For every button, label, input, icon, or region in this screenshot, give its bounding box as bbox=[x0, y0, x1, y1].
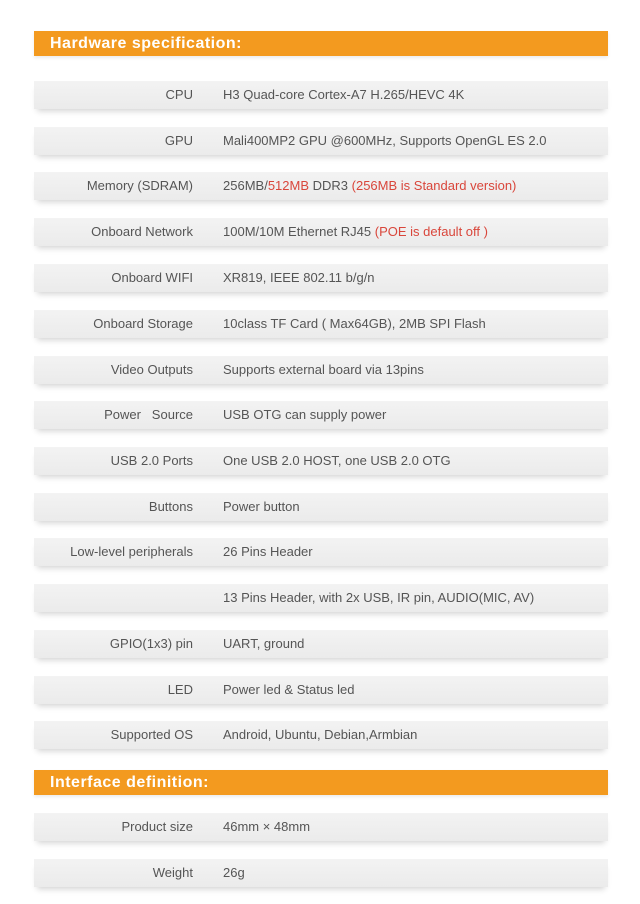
spec-value: 46mm × 48mm bbox=[223, 819, 311, 834]
spec-value: Android, Ubuntu, Debian,Armbian bbox=[223, 727, 418, 742]
spec-value: 26g bbox=[223, 865, 245, 880]
spec-value: XR819, IEEE 802.11 b/g/n bbox=[223, 270, 375, 285]
spec-label: Memory (SDRAM) bbox=[86, 178, 193, 193]
spec-row-network bbox=[34, 218, 608, 246]
spec-label: Onboard WIFI bbox=[111, 270, 193, 285]
spec-row-power bbox=[34, 401, 608, 429]
spec-value: USB OTG can supply power bbox=[223, 407, 387, 422]
interface-definition-title: Interface definition: bbox=[50, 774, 209, 791]
spec-label: GPIO(1x3) pin bbox=[109, 636, 193, 651]
spec-row-os bbox=[34, 721, 608, 749]
spec-value: One USB 2.0 HOST, one USB 2.0 OTG bbox=[223, 453, 451, 468]
spec-value: 256MB/512MB DDR3 (256MB is Standard version) bbox=[223, 178, 517, 193]
spec-label: Weight bbox=[152, 865, 193, 880]
spec-value: Supports external board via 13pins bbox=[223, 362, 424, 377]
spec-label: Onboard Network bbox=[91, 224, 193, 239]
spec-label: Power Source bbox=[104, 407, 193, 422]
spec-row-gpu bbox=[34, 127, 608, 155]
spec-row-cpu bbox=[34, 81, 608, 109]
spec-label: GPU bbox=[164, 133, 193, 148]
spec-row-header13 bbox=[34, 584, 608, 612]
spec-label: Onboard Storage bbox=[93, 316, 193, 331]
hardware-spec-header bbox=[34, 31, 608, 56]
spec-value: UART, ground bbox=[223, 636, 305, 651]
spec-row-gpio bbox=[34, 630, 608, 658]
spec-label: Video Outputs bbox=[110, 362, 193, 377]
spec-row-size bbox=[34, 813, 608, 841]
spec-value: 10class TF Card ( Max64GB), 2MB SPI Flash bbox=[223, 316, 486, 331]
spec-row-memory bbox=[34, 172, 608, 200]
interface-definition-header bbox=[34, 770, 608, 795]
hardware-spec-title: Hardware specification: bbox=[50, 35, 242, 52]
spec-label: LED bbox=[167, 682, 193, 697]
spec-value: Power button bbox=[223, 499, 300, 514]
spec-row-lowlevel bbox=[34, 538, 608, 566]
spec-value: 26 Pins Header bbox=[223, 544, 313, 559]
spec-row-buttons bbox=[34, 493, 608, 521]
spec-row-usb bbox=[34, 447, 608, 475]
spec-row-video bbox=[34, 356, 608, 384]
spec-value: 13 Pins Header, with 2x USB, IR pin, AUDIO(MIC, AV) bbox=[223, 590, 535, 605]
spec-value: Mali400MP2 GPU @600MHz, Supports OpenGL ES 2.0 bbox=[223, 133, 547, 148]
spec-row-storage bbox=[34, 310, 608, 338]
spec-row-wifi bbox=[34, 264, 608, 292]
spec-label: Product size bbox=[121, 819, 193, 834]
spec-label: Supported OS bbox=[110, 727, 193, 742]
spec-value: H3 Quad-core Cortex-A7 H.265/HEVC 4K bbox=[223, 87, 465, 102]
spec-label: CPU bbox=[165, 87, 193, 102]
spec-label: USB 2.0 Ports bbox=[110, 453, 193, 468]
spec-label: Buttons bbox=[148, 499, 193, 514]
spec-row-led bbox=[34, 676, 608, 704]
spec-value: 100M/10M Ethernet RJ45 (POE is default off ) bbox=[223, 224, 488, 239]
spec-value: Power led & Status led bbox=[223, 682, 355, 697]
spec-label: Low-level peripherals bbox=[70, 544, 193, 559]
spec-row-weight bbox=[34, 859, 608, 887]
